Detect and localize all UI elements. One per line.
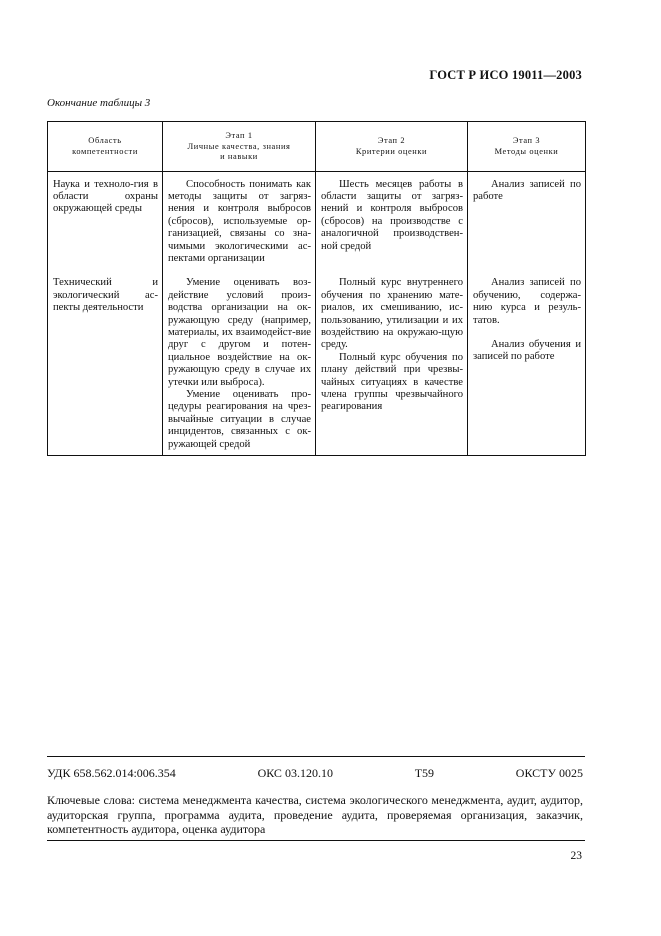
footer-rule-top (47, 756, 585, 757)
header-line: Методы оценки (494, 146, 559, 156)
udk-code: УДК 658.562.014:006.354 (47, 766, 176, 780)
t-code: Т59 (414, 766, 435, 780)
stage2-text: Полный курс обучения по плану действий при чрезвы-чайных ситуациях в качестве члена группы чрезвычайного реагирования (321, 351, 463, 413)
header-line: Этап 1 (225, 131, 253, 140)
area-cell: Наука и техноло-гия в области охраны окружающей среды (48, 171, 163, 275)
table-caption: Окончание таблицы 3 (47, 97, 151, 109)
footer-rule-bottom (47, 840, 585, 841)
column-header-area (48, 122, 163, 172)
page-number: 23 (570, 850, 582, 862)
header-line: Область (88, 136, 122, 146)
table-row (48, 171, 586, 275)
keywords: Ключевые слова: система менеджмента качества, система экологического менеджмента, аудит, аудитор, аудиторская группа, программа аудита, проведение аудита, проверяемая организация, заказчик, компетентность аудитора, оценка аудитора (47, 793, 583, 836)
header-line: компетентности (72, 146, 138, 156)
area-cell: Технический и экологический ас-пекты деятельности (48, 275, 163, 455)
stage1-text: Умение оценивать воз-действие условий произ-водства организации на ок-ружающую среду (например, материалы, их взаимодейст-вие друг с другом и потен-циальное воздействие на ок-ружающую среду в случае их утечки или выброса). (168, 277, 311, 388)
oks-code: ОКС 03.120.10 (257, 766, 333, 780)
standard-header: ГОСТ Р ИСО 19011—2003 (429, 68, 582, 82)
stage3-text: Анализ обучения и записей по работе (473, 338, 581, 363)
stage3-cell (468, 171, 586, 275)
okstu-code: ОКСТУ 0025 (515, 766, 583, 780)
header-line: Критерии оценки (355, 146, 428, 156)
stage1-cell (163, 275, 316, 455)
stage2-cell (316, 275, 468, 455)
stage2-text: Полный курс внутреннего обучения по хранению мате-риалов, их смешиванию, ис-пользованию, утилизации и их воздействию на окружаю-щую среду. (321, 277, 463, 351)
column-header-stage2 (316, 122, 468, 172)
header-line: Личные качества, знания (187, 141, 291, 151)
stage1-text: Способность понимать как методы защиты от загряз-нения и контроля выбросов (сбросов), используемые ор-ганизацией, связаны со зна-чимыми экологическими ас-пектами организации (168, 178, 311, 264)
header-line: Этап 3 (512, 136, 541, 146)
column-header-stage3 (468, 122, 586, 172)
stage1-text: Умение оценивать про-цедуры реагирования на чрез-вычайные ситуации в случае инцидентов, связанных с ок-ружающей средой (168, 389, 311, 450)
stage3-text: Анализ записей по обучению, содержа-нию курса и резуль-татов. (473, 277, 581, 326)
competence-table (47, 121, 586, 456)
table-header-row (48, 122, 586, 172)
header-line: и навыки (220, 152, 258, 161)
stage1-cell (163, 171, 316, 275)
stage2-text: Шесть месяцев работы в области защиты от загряз-нений и контроля выбросов (сбросов) на производстве с аналогичной производствен-ной средой (321, 178, 463, 252)
table-row (48, 275, 586, 455)
classification-line (47, 766, 583, 781)
stage2-cell (316, 171, 468, 275)
header-line: Этап 2 (377, 136, 406, 146)
stage3-cell (468, 275, 586, 455)
column-header-stage1 (163, 122, 316, 172)
stage3-text: Анализ записей по работе (473, 178, 581, 202)
